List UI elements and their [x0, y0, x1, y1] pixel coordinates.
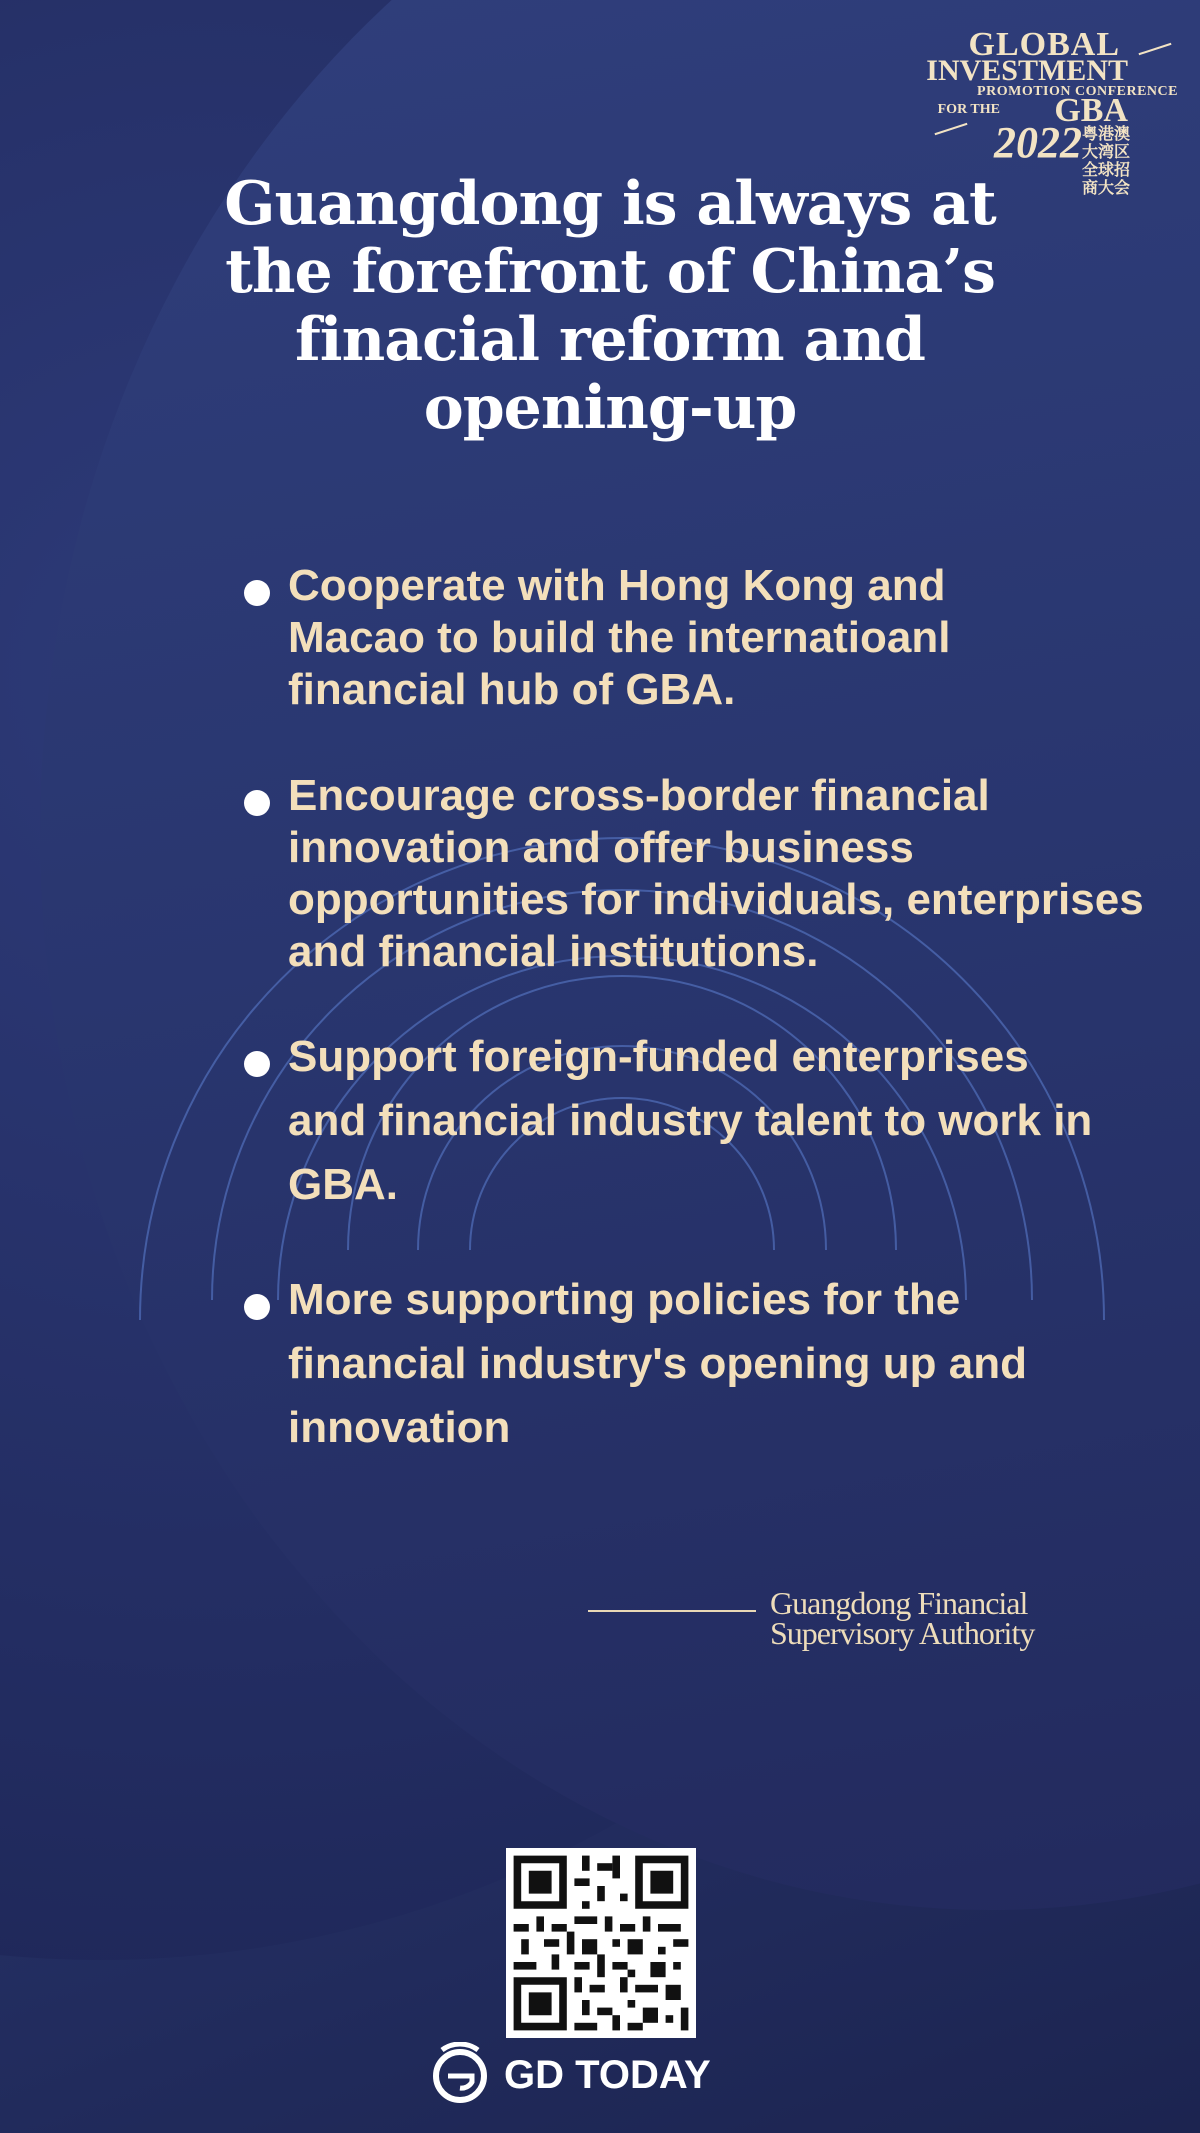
list-item-text: More supporting policies for the financial industry's opening up and innovation: [288, 1275, 1027, 1452]
logo-line: INVESTMENT: [926, 54, 1128, 87]
logo-year: 2022: [994, 118, 1082, 167]
logo-chinese: 粤港澳大湾区全球招商大会: [1082, 126, 1131, 197]
logo-line: PROMOTION CONFERENCE: [977, 84, 1178, 99]
logo-line: GBA: [1054, 92, 1128, 129]
source-divider: [588, 1610, 756, 1612]
bullet-dot-icon: [244, 580, 270, 606]
source-attribution: Guangdong Financial Supervisory Authority: [770, 1585, 1035, 1651]
bullet-dot-icon: [244, 790, 270, 816]
list-item-text: Support foreign-funded enterprises and financial industry talent to work in GBA.: [288, 1032, 1093, 1209]
bullet-dot-icon: [244, 1051, 270, 1077]
list-item-text: Encourage cross-border financial innovation and offer business opportunities for individuals, enterprises and financial institutions.: [288, 771, 1144, 976]
list-item-text: Cooperate with Hong Kong and Macao to build the internatioanl financial hub of GBA.: [288, 561, 951, 714]
qr-code[interactable]: [506, 1848, 696, 2038]
logo-stroke: [935, 123, 968, 135]
bullet-dot-icon: [244, 1294, 270, 1320]
logo-stroke: [1139, 43, 1172, 55]
logo-line: GLOBAL: [968, 26, 1120, 63]
brand-logo[interactable]: [428, 2040, 748, 2110]
brand-name: GD TODAY: [504, 2053, 711, 2097]
conference-logo: [918, 26, 1178, 197]
gd-today-logo-icon: [428, 2042, 492, 2106]
logo-line: FOR THE: [937, 102, 1000, 117]
page-title: Guangdong is always at the forefront of China’s finacial reform and opening-up: [224, 169, 996, 443]
